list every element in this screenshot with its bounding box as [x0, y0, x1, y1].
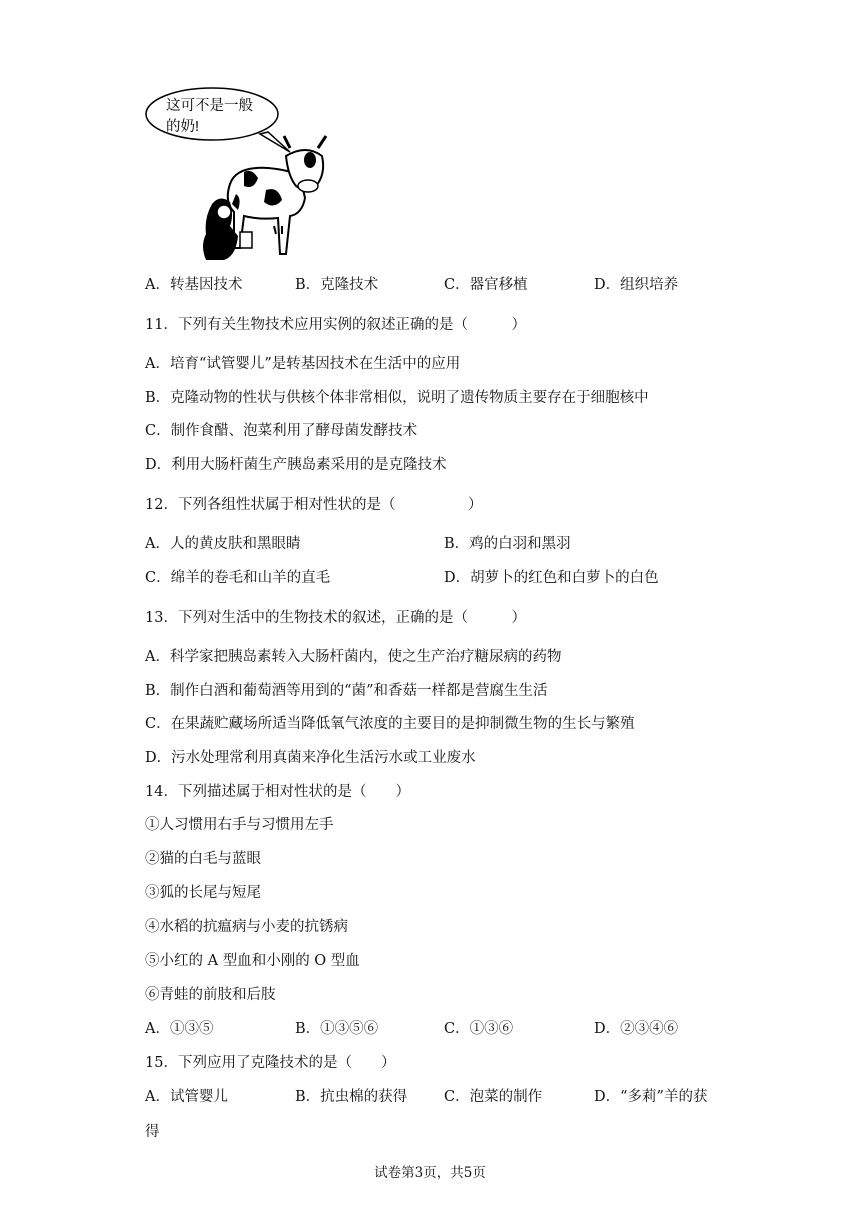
- q10-option-a: A．转基因技术: [145, 277, 243, 293]
- q11-option-c: C．制作食醋、泡菜利用了酵母菌发酵技术: [145, 423, 418, 439]
- q12-option-b: B．鸡的白羽和黑羽: [444, 536, 571, 552]
- q12-option-d: D．胡萝卜的红色和白萝卜的白色: [444, 570, 659, 586]
- q15-option-c: C．泡菜的制作: [444, 1089, 543, 1105]
- q13-option-b: B．制作白酒和葡萄酒等用到的“菌”和香菇一样都是营腐生生活: [145, 683, 548, 699]
- q12-option-a: A．人的黄皮肤和黑眼睛: [145, 536, 301, 552]
- q12-option-c: C．绵羊的卷毛和山羊的直毛: [145, 570, 331, 586]
- q13-option-c: C．在果蔬贮藏场所适当降低氧气浓度的主要目的是抑制微生物的生长与繁殖: [145, 716, 635, 732]
- speech-line-1: 这可不是一般: [166, 98, 253, 114]
- q10-option-b: B．克隆技术: [295, 277, 379, 293]
- q14-item-4: ④水稻的抗瘟病与小麦的抗锈病: [145, 919, 348, 935]
- page-footer: 试卷第3页，共5页: [374, 1165, 486, 1181]
- q13-stem: 13．下列对生活中的生物技术的叙述，正确的是（ ）: [145, 610, 526, 626]
- q10-option-d: D．组织培养: [594, 277, 679, 293]
- q14-option-b: B．①③⑤⑥: [295, 1021, 379, 1037]
- q14-item-3: ③狐的长尾与短尾: [145, 885, 261, 901]
- q14-option-a: A．①③⑤: [145, 1021, 214, 1037]
- speech-line-2: 的奶!: [166, 119, 200, 135]
- q11-option-a: A．培育“试管婴儿”是转基因技术在生活中的应用: [145, 356, 461, 372]
- q15-option-b: B．抗虫棉的获得: [295, 1089, 408, 1105]
- q14-item-6: ⑥青蛙的前肢和后肢: [145, 987, 276, 1003]
- q11-stem: 11．下列有关生物技术应用实例的叙述正确的是（ ）: [145, 317, 526, 333]
- q14-option-d: D．②③④⑥: [594, 1021, 679, 1037]
- q14-item-5: ⑤小红的 A 型血和小刚的 O 型血: [145, 953, 360, 969]
- q11-option-d: D．利用大肠杆菌生产胰岛素采用的是克隆技术: [145, 457, 447, 473]
- q11-option-b: B．克隆动物的性状与供核个体非常相似，说明了遗传物质主要存在于细胞核中: [145, 390, 649, 406]
- q15-option-d: D．“多莉”羊的获: [594, 1089, 708, 1105]
- q15-option-d-wrap: 得: [145, 1124, 160, 1140]
- q13-option-d: D．污水处理常利用真菌来净化生活污水或工业废水: [145, 750, 476, 766]
- q13-option-a: A．科学家把胰岛素转入大肠杆菌内，使之生产治疗糖尿病的药物: [145, 649, 562, 665]
- q14-item-1: ①人习惯用右手与习惯用左手: [145, 817, 334, 833]
- cow-milking-illustration: [140, 86, 340, 266]
- q15-stem: 15．下列应用了克隆技术的是（ ）: [145, 1055, 396, 1071]
- q14-item-2: ②猫的白毛与蓝眼: [145, 851, 261, 867]
- q14-option-c: C．①③⑥: [444, 1021, 514, 1037]
- q10-option-c: C．器官移植: [444, 277, 528, 293]
- q12-stem: 12．下列各组性状属于相对性状的是（ ）: [145, 497, 483, 513]
- q14-stem: 14．下列描述属于相对性状的是（ ）: [145, 784, 410, 800]
- q15-option-a: A．试管婴儿: [145, 1089, 228, 1105]
